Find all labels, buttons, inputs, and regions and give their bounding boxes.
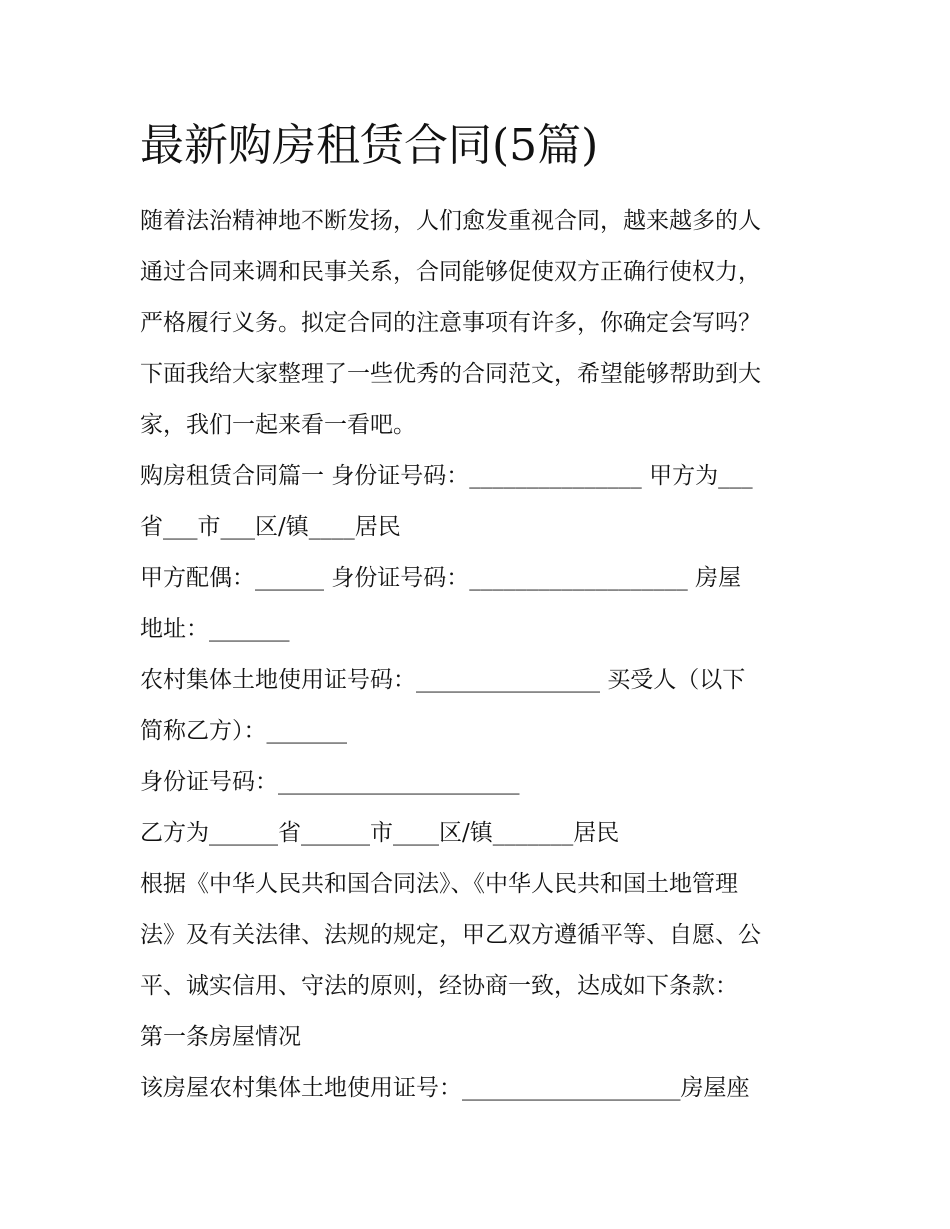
body-line: 乙方为______省______市____区/镇_______居民 bbox=[140, 820, 620, 846]
body-line: 家，我们一起来看一看吧。 bbox=[140, 412, 416, 438]
body-line: 农村集体土地使用证号码：________________ 买受人（以下 bbox=[140, 667, 746, 693]
body-line: 通过合同来调和民事关系，合同能够促使双方正确行使权力， bbox=[140, 259, 761, 285]
document-body bbox=[140, 196, 820, 1114]
body-line: 随着法治精神地不断发扬，人们愈发重视合同，越来越多的人 bbox=[140, 208, 761, 234]
body-line: 甲方配偶：______ 身份证号码：___________________ 房屋 bbox=[140, 565, 742, 591]
body-line: 法》及有关法律、法规的规定，甲乙双方遵循平等、自愿、公 bbox=[140, 922, 761, 948]
body-line: 购房租赁合同篇一 身份证号码：_______________ 甲方为___ bbox=[140, 463, 753, 489]
body-line: 地址：_______ bbox=[140, 616, 290, 642]
body-line: 平、诚实信用、守法的原则，经协商一致，达成如下条款： bbox=[140, 973, 738, 999]
body-line: 省___市___区/镇____居民 bbox=[140, 514, 401, 540]
body-line: 简称乙方）：_______ bbox=[140, 718, 347, 744]
section-heading: 第一条房屋情况 bbox=[140, 1024, 301, 1050]
document-title: 最新购房租赁合同(5篇) bbox=[140, 120, 599, 171]
body-line: 严格履行义务。拟定合同的注意事项有许多，你确定会写吗？ bbox=[140, 310, 761, 336]
body-line: 该房屋农村集体土地使用证号：___________________房屋座 bbox=[140, 1075, 750, 1101]
body-line: 根据《中华人民共和国合同法》、《中华人民共和国土地管理 bbox=[140, 871, 738, 897]
body-line: 下面我给大家整理了一些优秀的合同范文，希望能够帮助到大 bbox=[140, 361, 761, 387]
body-line: 身份证号码：_____________________ bbox=[140, 769, 520, 795]
